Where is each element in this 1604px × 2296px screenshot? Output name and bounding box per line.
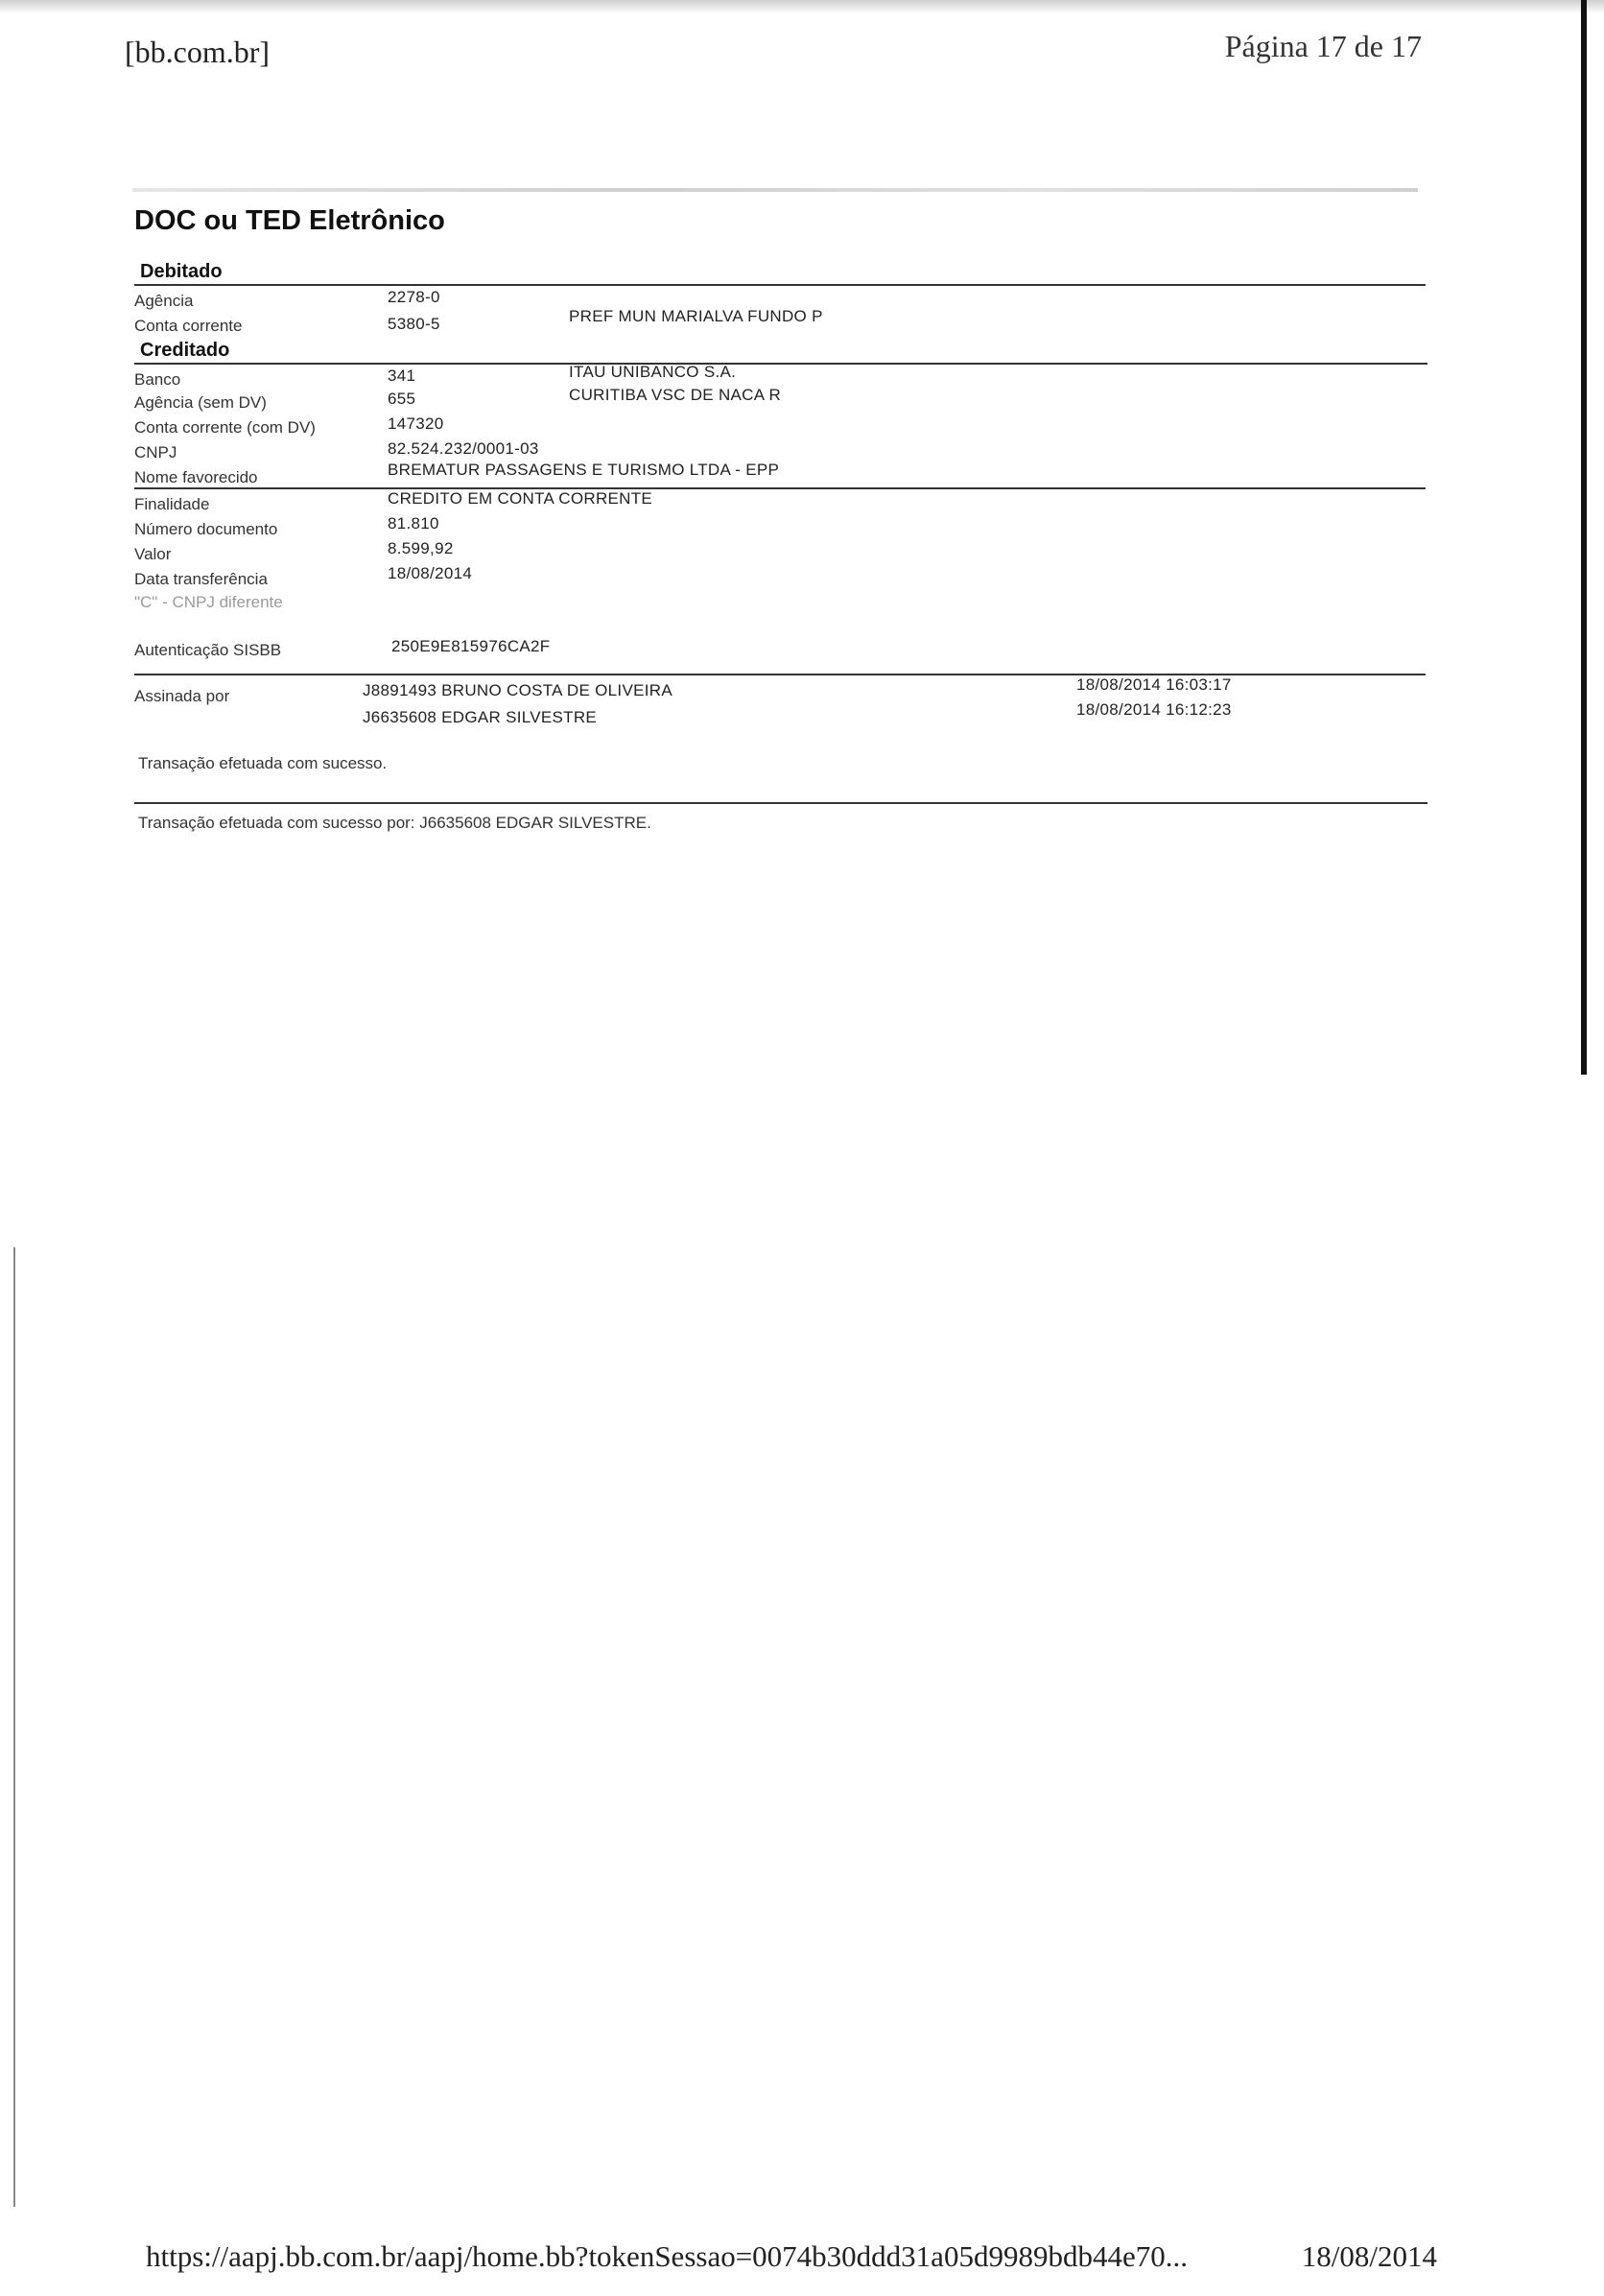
autenticacao-value: 250E9E815976CA2F: [391, 637, 551, 655]
assinatura-1-name: J8891493 BRUNO COSTA DE OLIVEIRA: [363, 681, 672, 699]
footer-date: 18/08/2014: [1301, 2239, 1437, 2273]
creditado-favorecido-label: Nome favorecido: [134, 468, 258, 486]
data-transferencia-value: 18/08/2014: [388, 564, 473, 582]
numero-documento-label: Número documento: [134, 520, 278, 538]
creditado-banco-label: Banco: [134, 370, 181, 389]
debitado-conta-value: 5380-5: [388, 315, 440, 333]
assinatura-2-name: J6635608 EDGAR SILVESTRE: [363, 708, 598, 726]
finalidade-label: Finalidade: [134, 495, 210, 513]
debitado-agencia-label: Agência: [134, 292, 194, 310]
valor-label: Valor: [134, 545, 172, 563]
scan-shadow-top: [0, 0, 1604, 13]
scan-edge-right: [1581, 0, 1587, 1075]
debitado-conta-label: Conta corrente: [134, 317, 243, 335]
assinada-por-label: Assinada por: [134, 687, 230, 705]
header-site: [bb.com.br]: [125, 35, 271, 69]
debitado-agencia-value: 2278-0: [388, 288, 440, 306]
creditado-banco-value: 341: [388, 367, 416, 385]
creditado-favorecido-value: BREMATUR PASSAGENS E TURISMO LTDA - EPP: [388, 461, 780, 479]
creditado-conta-value: 147320: [388, 414, 444, 433]
autenticacao-label: Autenticação SISBB: [134, 641, 282, 659]
section-debitado-heading: Debitado: [140, 261, 223, 282]
debitado-titular: PREF MUN MARIALVA FUNDO P: [569, 307, 823, 325]
section-creditado-heading: Creditado: [140, 340, 230, 361]
rule-assinaturas: [134, 674, 1426, 675]
finalidade-value: CREDITO EM CONTA CORRENTE: [388, 489, 653, 508]
status-por-message: Transação efetuada com sucesso por: J6635608 EDGAR SILVESTRE.: [138, 814, 651, 832]
assinatura-1-datetime: 18/08/2014 16:03:17: [1076, 675, 1232, 694]
title-rule: [132, 188, 1418, 192]
rule-detalhes: [134, 487, 1426, 489]
status-message: Transação efetuada com sucesso.: [138, 754, 388, 772]
assinatura-2-datetime: 18/08/2014 16:12:23: [1076, 700, 1232, 719]
rule-creditado: [134, 363, 1427, 365]
creditado-agencia-value: 655: [388, 390, 416, 408]
footer-url: https://aapj.bb.com.br/aapj/home.bb?tokenSessao=0074b30ddd31a05d9989bdb44e70...: [146, 2239, 1188, 2273]
creditado-cnpj-value: 82.524.232/0001-03: [388, 439, 539, 458]
header-page-number: Página 17 de 17: [1224, 29, 1422, 63]
creditado-banco-nome: ITAU UNIBANCO S.A.: [569, 363, 737, 381]
valor-value: 8.599,92: [388, 539, 454, 557]
rule-debitado: [134, 284, 1426, 286]
creditado-agencia-nome: CURITIBA VSC DE NACA R: [569, 386, 782, 404]
numero-documento-value: 81.810: [388, 514, 439, 533]
rule-status-por: [134, 802, 1427, 804]
creditado-conta-label: Conta corrente (com DV): [134, 418, 316, 437]
scan-edge-left: [13, 1247, 15, 2207]
creditado-agencia-label: Agência (sem DV): [134, 393, 267, 412]
data-transferencia-label: Data transferência: [134, 570, 268, 588]
cnpj-diferente-note: "C" - CNPJ diferente: [134, 593, 283, 611]
page-title: DOC ou TED Eletrônico: [134, 205, 445, 236]
creditado-cnpj-label: CNPJ: [134, 443, 177, 462]
